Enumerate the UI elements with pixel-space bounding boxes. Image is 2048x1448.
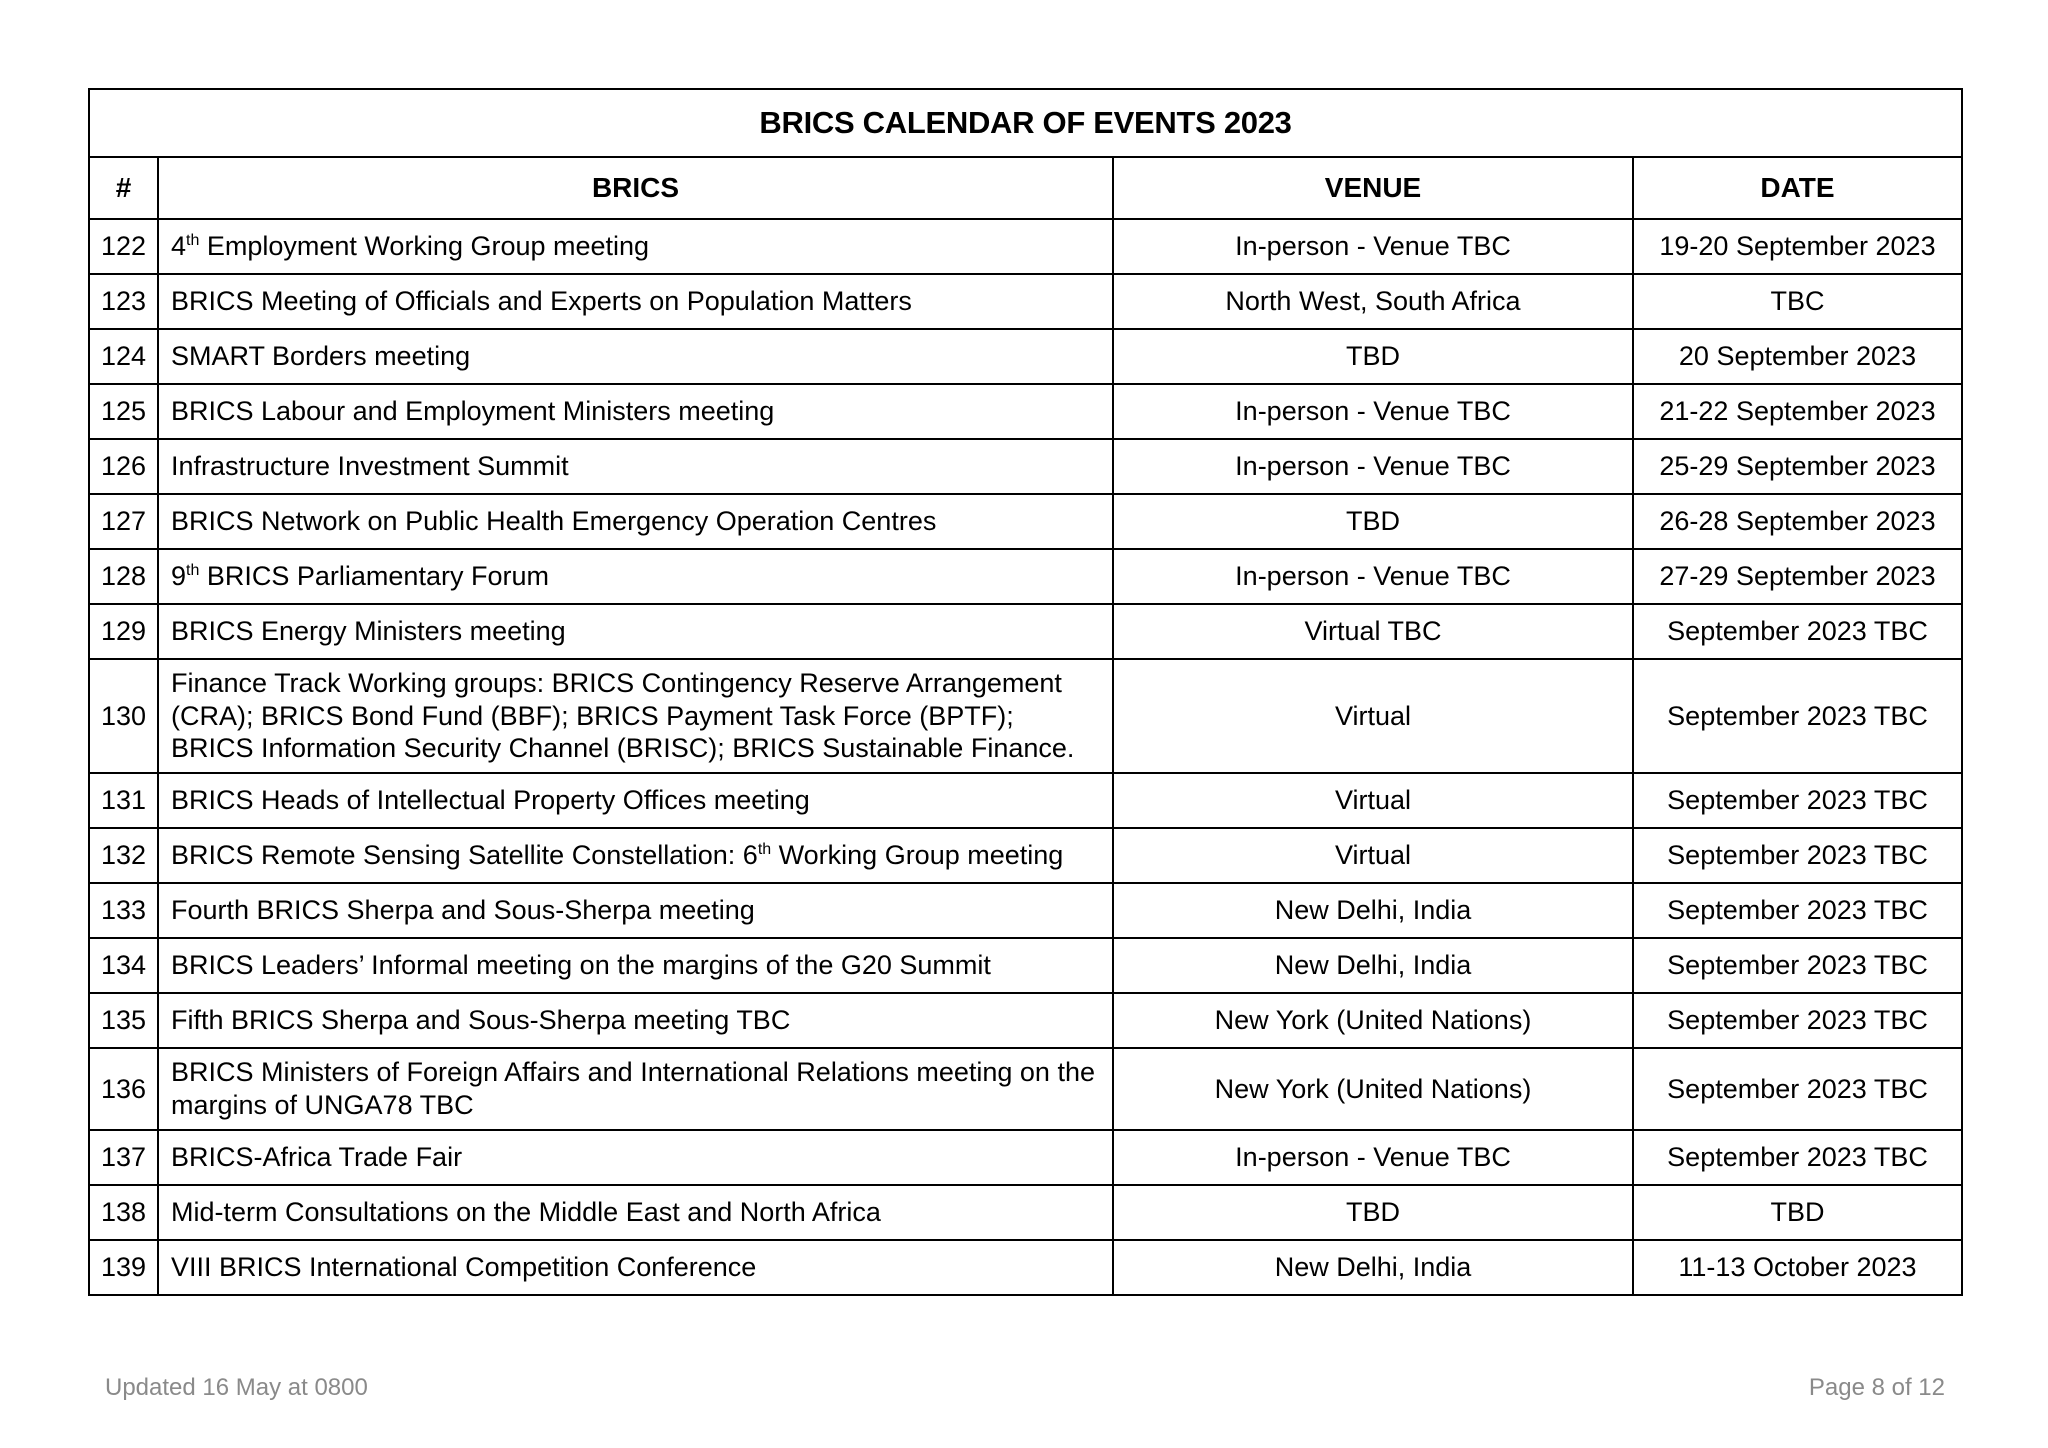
event-name bbox=[158, 993, 1113, 1048]
row-number: 125 bbox=[89, 384, 158, 439]
event-name bbox=[158, 384, 1113, 439]
event-name-text: BRICS Remote Sensing Satellite Constellation: 6 bbox=[171, 840, 758, 871]
row-number: 129 bbox=[89, 604, 158, 659]
table-row bbox=[89, 604, 1962, 659]
event-name bbox=[158, 883, 1113, 938]
table-body bbox=[89, 219, 1962, 1295]
event-name-text: BRICS Heads of Intellectual Property Offices meeting bbox=[171, 785, 810, 816]
table-row bbox=[89, 883, 1962, 938]
event-venue: TBD bbox=[1113, 1185, 1633, 1240]
event-name bbox=[158, 274, 1113, 329]
column-header-event: BRICS bbox=[158, 157, 1113, 219]
event-date: 21-22 September 2023 bbox=[1633, 384, 1962, 439]
header-row bbox=[89, 157, 1962, 219]
event-name-text: Finance Track Working groups: BRICS Contingency Reserve Arrangement (CRA); BRICS Bond Fund (BBF); BRICS Payment Task Force (BPTF); BRICS Information Security Channel (BRISC); BRICS Sustainable Finance. bbox=[171, 667, 1075, 764]
event-date: September 2023 TBC bbox=[1633, 828, 1962, 883]
event-date: 26-28 September 2023 bbox=[1633, 494, 1962, 549]
table-row bbox=[89, 549, 1962, 604]
event-date: September 2023 TBC bbox=[1633, 659, 1962, 773]
event-date: September 2023 TBC bbox=[1633, 1130, 1962, 1185]
table-row bbox=[89, 659, 1962, 773]
row-number: 133 bbox=[89, 883, 158, 938]
table-row bbox=[89, 274, 1962, 329]
event-name-text: BRICS Parliamentary Forum bbox=[199, 561, 549, 592]
event-date: September 2023 TBC bbox=[1633, 938, 1962, 993]
event-name-text: BRICS Network on Public Health Emergency Operation Centres bbox=[171, 506, 937, 537]
row-number: 130 bbox=[89, 659, 158, 773]
event-date: September 2023 TBC bbox=[1633, 773, 1962, 828]
table-row bbox=[89, 993, 1962, 1048]
event-name-text: 4 bbox=[171, 231, 187, 262]
event-venue: In-person - Venue TBC bbox=[1113, 1130, 1633, 1185]
event-name bbox=[158, 439, 1113, 494]
row-number: 131 bbox=[89, 773, 158, 828]
table-row bbox=[89, 494, 1962, 549]
event-name bbox=[158, 219, 1113, 274]
table-row bbox=[89, 384, 1962, 439]
event-venue: North West, South Africa bbox=[1113, 274, 1633, 329]
row-number: 137 bbox=[89, 1130, 158, 1185]
table-row bbox=[89, 1240, 1962, 1295]
row-number: 134 bbox=[89, 938, 158, 993]
table-row bbox=[89, 828, 1962, 883]
event-venue: TBD bbox=[1113, 494, 1633, 549]
ordinal-suffix: th bbox=[186, 562, 200, 580]
table-row bbox=[89, 1048, 1962, 1130]
column-header-venue: VENUE bbox=[1113, 157, 1633, 219]
event-venue: In-person - Venue TBC bbox=[1113, 219, 1633, 274]
row-number: 132 bbox=[89, 828, 158, 883]
event-name bbox=[158, 1185, 1113, 1240]
row-number: 126 bbox=[89, 439, 158, 494]
event-name-text: BRICS Meeting of Officials and Experts on Population Matters bbox=[171, 286, 912, 317]
row-number: 139 bbox=[89, 1240, 158, 1295]
row-number: 136 bbox=[89, 1048, 158, 1130]
event-name-text: Employment Working Group meeting bbox=[199, 231, 650, 262]
ordinal-suffix: th bbox=[757, 841, 772, 859]
event-name-text: Infrastructure Investment Summit bbox=[171, 451, 569, 482]
event-name bbox=[158, 659, 1113, 773]
table-row bbox=[89, 439, 1962, 494]
page-number: Page 8 of 12 bbox=[1808, 1374, 1945, 1401]
event-venue: Virtual TBC bbox=[1113, 604, 1633, 659]
event-name-text: BRICS-Africa Trade Fair bbox=[171, 1142, 463, 1173]
event-name bbox=[158, 604, 1113, 659]
event-venue: New York (United Nations) bbox=[1113, 1048, 1633, 1130]
event-name-text: Fourth BRICS Sherpa and Sous-Sherpa meeting bbox=[171, 895, 755, 926]
event-date: 11-13 October 2023 bbox=[1633, 1240, 1962, 1295]
event-name bbox=[158, 773, 1113, 828]
row-number: 138 bbox=[89, 1185, 158, 1240]
row-number: 128 bbox=[89, 549, 158, 604]
row-number: 124 bbox=[89, 329, 158, 384]
table-row bbox=[89, 329, 1962, 384]
event-date: TBD bbox=[1633, 1185, 1962, 1240]
event-venue: New Delhi, India bbox=[1113, 938, 1633, 993]
event-venue: In-person - Venue TBC bbox=[1113, 384, 1633, 439]
event-date: 19-20 September 2023 bbox=[1633, 219, 1962, 274]
event-date: 25-29 September 2023 bbox=[1633, 439, 1962, 494]
event-name-text: 9 bbox=[171, 561, 187, 592]
column-header-number: # bbox=[89, 157, 158, 219]
event-name-text: Mid-term Consultations on the Middle East and North Africa bbox=[171, 1197, 881, 1228]
event-name bbox=[158, 1240, 1113, 1295]
event-date: September 2023 TBC bbox=[1633, 1048, 1962, 1130]
event-date: 27-29 September 2023 bbox=[1633, 549, 1962, 604]
event-name-text: SMART Borders meeting bbox=[171, 341, 471, 372]
event-date: September 2023 TBC bbox=[1633, 604, 1962, 659]
event-name-text: Fifth BRICS Sherpa and Sous-Sherpa meeting TBC bbox=[171, 1005, 791, 1036]
event-name-text: Working Group meeting bbox=[771, 840, 1064, 871]
event-venue: New Delhi, India bbox=[1113, 883, 1633, 938]
event-venue: TBD bbox=[1113, 329, 1633, 384]
row-number: 127 bbox=[89, 494, 158, 549]
event-venue: In-person - Venue TBC bbox=[1113, 549, 1633, 604]
event-name bbox=[158, 938, 1113, 993]
event-name-text: BRICS Leaders’ Informal meeting on the margins of the G20 Summit bbox=[171, 950, 991, 981]
event-venue: In-person - Venue TBC bbox=[1113, 439, 1633, 494]
table-row bbox=[89, 938, 1962, 993]
table-title: BRICS CALENDAR OF EVENTS 2023 bbox=[89, 89, 1962, 157]
event-name-text: VIII BRICS International Competition Conference bbox=[171, 1252, 757, 1283]
updated-note: Updated 16 May at 0800 bbox=[105, 1374, 368, 1401]
table-row bbox=[89, 219, 1962, 274]
row-number: 122 bbox=[89, 219, 158, 274]
table-row bbox=[89, 773, 1962, 828]
event-date: 20 September 2023 bbox=[1633, 329, 1962, 384]
event-venue: New York (United Nations) bbox=[1113, 993, 1633, 1048]
events-table bbox=[88, 88, 1963, 1296]
event-name-text: BRICS Ministers of Foreign Affairs and International Relations meeting on the margins of UNGA78 TBC bbox=[171, 1057, 1095, 1120]
event-venue: New Delhi, India bbox=[1113, 1240, 1633, 1295]
event-name bbox=[158, 1130, 1113, 1185]
event-name bbox=[158, 828, 1113, 883]
column-header-date: DATE bbox=[1633, 157, 1962, 219]
event-name-text: BRICS Energy Ministers meeting bbox=[171, 616, 566, 647]
event-name bbox=[158, 494, 1113, 549]
table-row bbox=[89, 1130, 1962, 1185]
event-name bbox=[158, 329, 1113, 384]
table-row bbox=[89, 1185, 1962, 1240]
event-venue: Virtual bbox=[1113, 828, 1633, 883]
row-number: 123 bbox=[89, 274, 158, 329]
event-name bbox=[158, 549, 1113, 604]
ordinal-suffix: th bbox=[186, 232, 200, 250]
event-name-text: BRICS Labour and Employment Ministers meeting bbox=[171, 396, 775, 427]
event-date: TBC bbox=[1633, 274, 1962, 329]
event-venue: Virtual bbox=[1113, 773, 1633, 828]
event-name bbox=[158, 1048, 1113, 1130]
event-date: September 2023 TBC bbox=[1633, 993, 1962, 1048]
event-venue: Virtual bbox=[1113, 659, 1633, 773]
row-number: 135 bbox=[89, 993, 158, 1048]
event-date: September 2023 TBC bbox=[1633, 883, 1962, 938]
